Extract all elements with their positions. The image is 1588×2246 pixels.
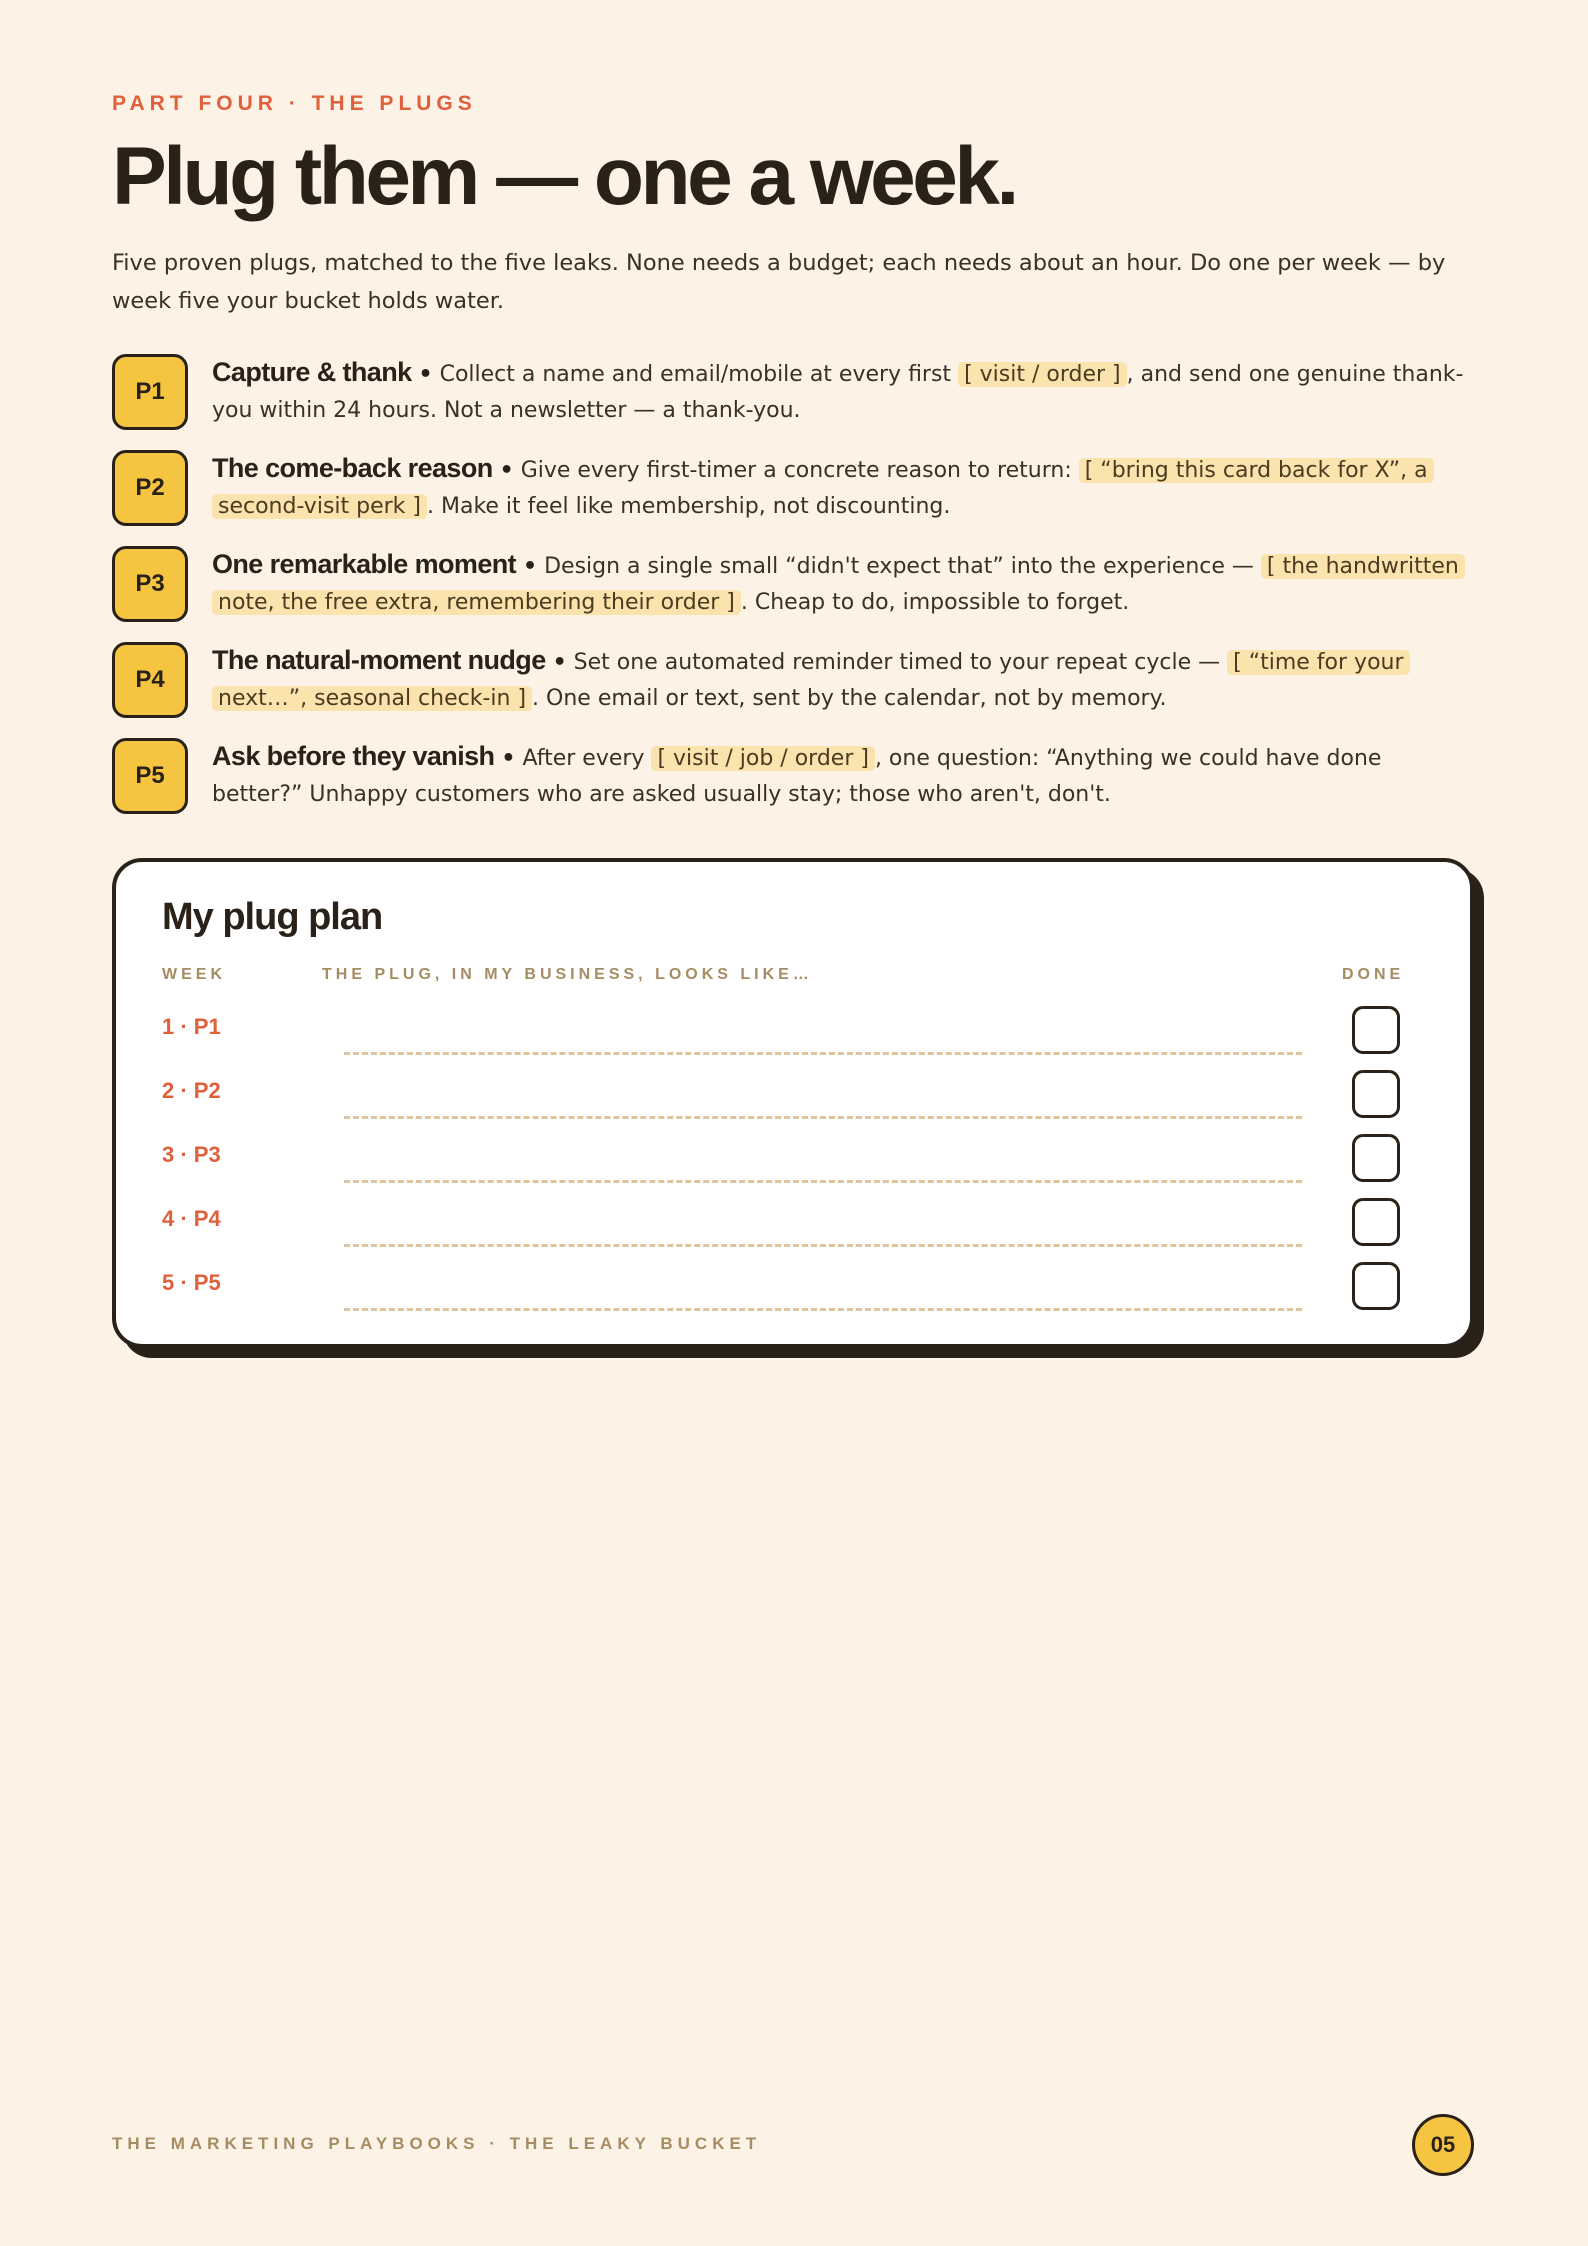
plan-row-week: 1 · P1 [162, 1014, 221, 1039]
plug-text-before: Give every first-timer a concrete reason to return: [520, 458, 1072, 483]
plug-text-before: Set one automated reminder timed to your repeat cycle — [573, 650, 1221, 675]
footer-text: THE MARKETING PLAYBOOKS · THE LEAKY BUCKET [112, 2134, 762, 2153]
fill-in-placeholder: [ visit / order ] [958, 362, 1127, 387]
plan-write-line[interactable] [344, 1180, 1302, 1183]
plug-text-before: After every [522, 746, 645, 771]
plug-text-after: . Cheap to do, impossible to forget. [740, 590, 1130, 615]
plug-name: One remarkable moment [212, 549, 517, 579]
plug-badge: P5 [112, 738, 188, 814]
fill-in-placeholder: [ “time for your next…”, seasonal check-in ] [212, 650, 1410, 711]
plan-row-week: 2 · P2 [162, 1078, 221, 1103]
bullet-separator: • [499, 458, 514, 483]
plug-description [212, 354, 1476, 429]
plug-plan-card [112, 858, 1474, 1348]
fill-in-placeholder: [ “bring this card back for X”, a second-visit perk ] [212, 458, 1434, 519]
plan-row-week: 4 · P4 [162, 1206, 221, 1231]
plug-badge: P2 [112, 450, 188, 526]
plan-write-line[interactable] [344, 1244, 1302, 1247]
plug-name: The come-back reason [212, 453, 493, 483]
plug-description [212, 546, 1476, 621]
plug-text-before: Collect a name and email/mobile at every first [439, 362, 952, 387]
plug-text-after: . Make it feel like membership, not discounting. [427, 494, 951, 519]
bullet-separator: • [418, 362, 433, 387]
plug-badge: P4 [112, 642, 188, 718]
bullet-separator: • [523, 554, 538, 579]
plug-badge: P1 [112, 354, 188, 430]
fill-in-placeholder: [ visit / job / order ] [651, 746, 874, 771]
plug-description [212, 450, 1476, 525]
done-checkbox[interactable] [1352, 1006, 1400, 1054]
plug-name: The natural-moment nudge [212, 645, 546, 675]
plan-row-week: 3 · P3 [162, 1142, 221, 1167]
intro-paragraph: Five proven plugs, matched to the five leaks. None needs a budget; each needs about an hour. Do one per week — by week five your bucket holds water. [112, 250, 1446, 314]
page-number-badge: 05 [1412, 2114, 1474, 2176]
done-checkbox[interactable] [1352, 1198, 1400, 1246]
plan-write-line[interactable] [344, 1052, 1302, 1055]
plan-write-line[interactable] [344, 1116, 1302, 1119]
plug-text-before: Design a single small “didn't expect that” into the experience — [544, 554, 1254, 579]
bullet-separator: • [501, 746, 516, 771]
plan-title: My plug plan [162, 896, 383, 938]
column-header-done: DONE [1342, 966, 1405, 983]
fill-in-placeholder: [ the handwritten note, the free extra, remembering their order ] [212, 554, 1465, 615]
done-checkbox[interactable] [1352, 1070, 1400, 1118]
page-title: Plug them — one a week. [112, 131, 1016, 222]
done-checkbox[interactable] [1352, 1262, 1400, 1310]
plan-write-line[interactable] [344, 1308, 1302, 1311]
bullet-separator: • [552, 650, 567, 675]
plug-text-after: . One email or text, sent by the calendar, not by memory. [532, 686, 1167, 711]
plug-name: Ask before they vanish [212, 741, 495, 771]
plug-text-after: , and send one genuine thank-you within 24 hours. Not a newsletter — a thank-you. [212, 362, 1464, 423]
plan-row-week: 5 · P5 [162, 1270, 221, 1295]
plug-description [212, 642, 1476, 717]
plug-name: Capture & thank [212, 357, 412, 387]
plug-badge: P3 [112, 546, 188, 622]
column-header-week: WEEK [162, 966, 226, 983]
section-eyebrow: PART FOUR · THE PLUGS [112, 92, 477, 115]
plug-description [212, 738, 1476, 813]
done-checkbox[interactable] [1352, 1134, 1400, 1182]
column-header-plug: THE PLUG, IN MY BUSINESS, LOOKS LIKE… [322, 966, 813, 983]
plug-text-after: , one question: “Anything we could have done better?” Unhappy customers who are asked usually stay; those who aren't, don't. [212, 746, 1382, 807]
